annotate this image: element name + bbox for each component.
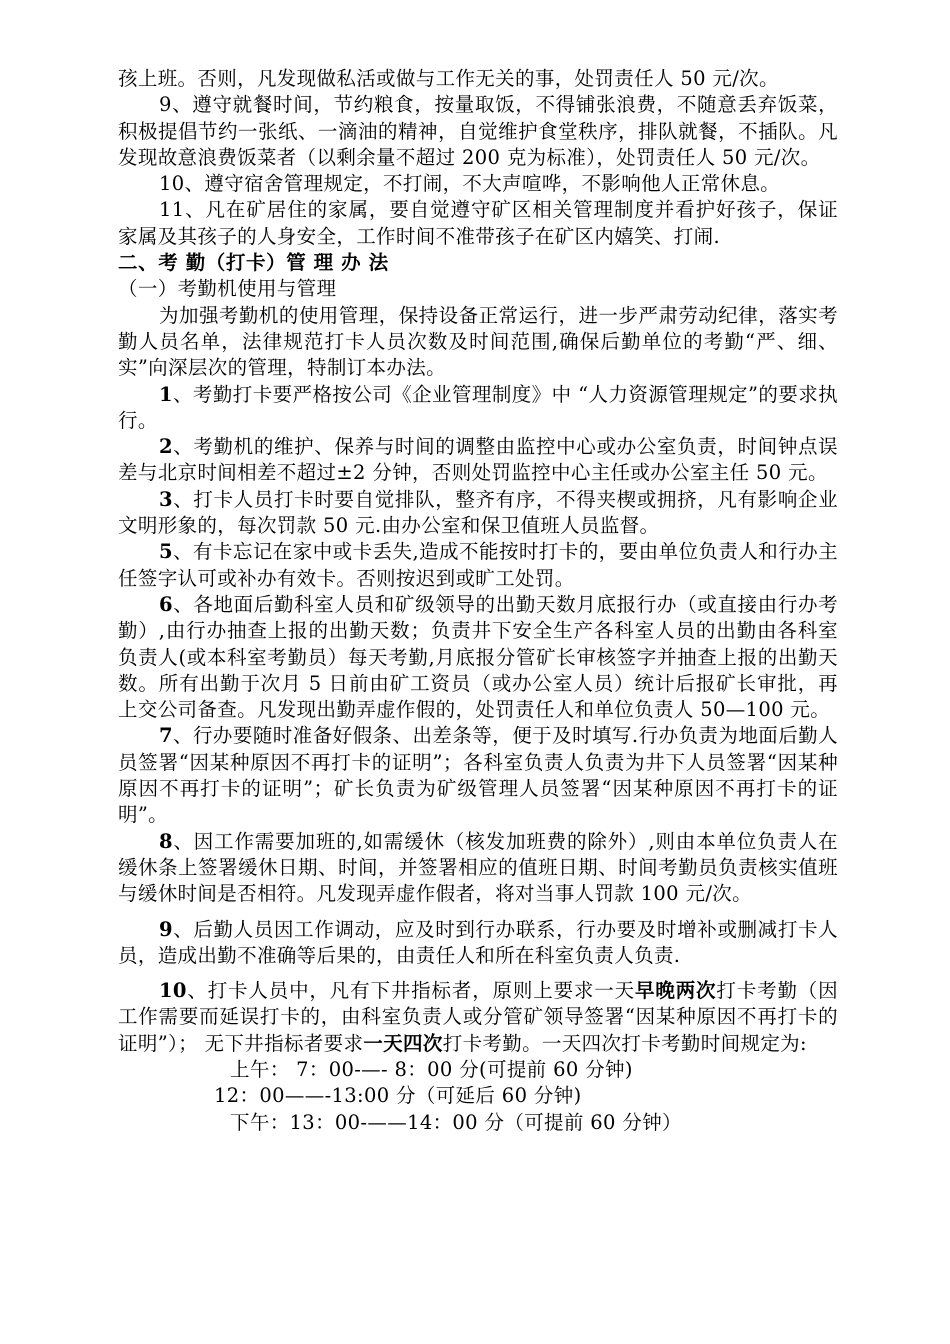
rule-emphasis: 一天四次 (363, 1031, 443, 1055)
rule-text: 、打卡人员打卡时要自觉排队，整齐有序，不得夹楔或拥挤，凡有影响企业文明形象的，每次罚款 50 元.由办公室和保卫值班人员监督。 (118, 487, 838, 538)
rule-number: 3 (159, 487, 173, 511)
rule-text: 、有卡忘记在家中或卡丢失,造成不能按时打卡的，要由单位负责人和行办主任签字认可或补办有效卡。否则按迟到或旷工处罚。 (118, 540, 838, 590)
rule-text: 、行办要随时准备好假条、出差条等，便于及时填写.行办负责为地面后勤人员签署“因某种原因不再打卡的证明”；各科室负责人负责为井下人员签署“因某种原因不再打卡的证明”；矿长负责为矿级管理人员签署“因某种原因不再打卡的证明”。 (118, 724, 838, 827)
rule-number: 6 (159, 592, 173, 616)
rule-emphasis: 早晚两次 (635, 979, 717, 1003)
rule-text: 打卡考勤（因工作需要而延误打卡的，由科室负责人或分管矿领导签署“因某种原因不再打卡的证明”）； 无下井指标者要求 (118, 979, 838, 1055)
rule-text: 打卡考勤。一天四次打卡考勤时间规定为: (442, 1031, 807, 1055)
document-body (118, 66, 838, 1136)
rule-3 (118, 487, 838, 540)
rule-text: 、各地面后勤科室人员和矿级领导的出勤天数月底报行办（或直接由行办考勤）,由行办抽查上报的出勤天数；负责井下安全生产各科室人员的出勤由各科室负责人(或本科室考勤员）每天考勤,月底报分管矿长审核签字并抽查上报的出勤天数。所有出勤于次月 5 日前由矿工资员（或办公室人员）统计后报矿长审批，再上交公司备查。凡发现出勤弄虚作假的，处罚责任人和单位负责人 50—100 元。 (118, 592, 838, 722)
time-slot-noon: 12：00——-13:00 分（可延后 60 分钟) (214, 1084, 582, 1108)
rule-number: 2 (159, 435, 173, 459)
rule-5 (118, 539, 838, 592)
rule-10 (118, 978, 838, 1057)
rule-number: 8 (159, 829, 173, 853)
rule-text: 、后勤人员因工作调动，应及时到行办联系，行办要及时增补或删减打卡人员，造成出勤不准确等后果的，由责任人和所在科室负责人负责. (118, 917, 838, 967)
time-slot-afternoon: 下午：13：00-——14：00 分（可提前 60 分钟） (230, 1110, 682, 1134)
paragraph-continuation: 孩上班。否则，凡发现做私活或做与工作无关的事，处罚责任人 50 元/次。 (118, 67, 779, 90)
paragraph-item-10: 10、遵守宿舍管理规定，不打闹，不大声喧哗，不影响他人正常休息。 (159, 172, 781, 196)
rule-7 (118, 723, 838, 828)
section-title: 二、考 勤（打卡）管 理 办 法 (118, 251, 389, 275)
time-slot-morning: 上午： 7：00-—- 8：00 分(可提前 60 分钟) (230, 1057, 633, 1081)
rule-1 (118, 382, 838, 435)
rule-6 (118, 592, 838, 723)
rule-8 (118, 829, 838, 908)
rule-number: 5 (159, 540, 173, 564)
subsection-title: （一）考勤机使用与管理 (118, 277, 337, 301)
rule-text: 、打卡人员中，凡有下井指标者，原则上要求一天 (186, 979, 635, 1003)
rule-text: 、考勤打卡要严格按公司《企业管理制度》中 “人力资源管理规定”的要求执行。 (118, 382, 838, 432)
rule-number: 9 (159, 917, 173, 941)
paragraph-item-9: 9、遵守就餐时间，节约粮食，按量取饭，不得铺张浪费，不随意丢弃饭菜，积极提倡节约一张纸、一滴油的精神，自觉维护食堂秩序，排队就餐，不插队。凡发现故意浪费饭菜者（以剩余量不超过 200 克为标准），处罚责任人 50 元/次。 (118, 93, 838, 169)
rule-number: 1 (159, 382, 173, 406)
rule-number: 7 (159, 724, 173, 748)
rule-number: 10 (159, 979, 187, 1003)
rule-2 (118, 434, 838, 487)
rule-9 (118, 917, 838, 970)
rule-text: 、考勤机的维护、保养与时间的调整由监控中心或办公室负责，时间钟点误差与北京时间相差不超过±2 分钟，否则处罚监控中心主任或办公室主任 50 元。 (118, 435, 838, 485)
rule-text: 、因工作需要加班的,如需缓休（核发加班费的除外）,则由本单位负责人在缓休条上签署缓休日期、时间，并签署相应的值班日期、时间考勤员负责核实值班与缓休时间是否相符。凡发现弄虚作假者，将对当事人罚款 100 元/次。 (118, 829, 838, 906)
paragraph-item-11: 11、凡在矿居住的家属，要自觉遵守矿区相关管理制度并看护好孩子，保证家属及其孩子的人身安全，工作时间不准带孩子在矿区内嬉笑、打闹. (118, 198, 838, 248)
intro-paragraph: 为加强考勤机的使用管理，保持设备正常运行，进一步严肃劳动纪律，落实考勤人员名单，法律规范打卡人员次数及时间范围,确保后勤单位的考勤“严、细、实”向深层次的管理，特制订本办法。 (118, 303, 838, 380)
